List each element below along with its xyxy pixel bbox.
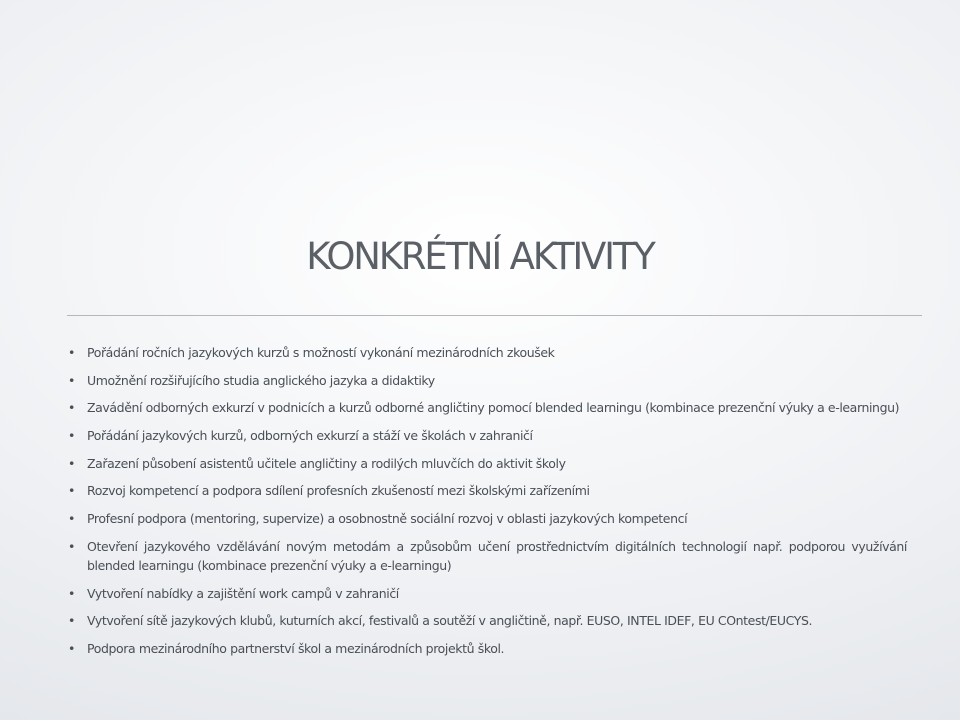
bullet-item: • Vytvoření nabídky a zajištění work campů v zahraničí xyxy=(87,584,907,603)
bullet-list xyxy=(87,343,907,667)
title-divider xyxy=(67,315,922,316)
bullet-item: • Zavádění odborných exkurzí v podnicích a kurzů odborné angličtiny pomocí blended learningu (kombinace prezenční výuky a e-learningu) xyxy=(87,398,907,417)
bullet-item: • Profesní podpora (mentoring, supervize) a osobnostně sociální rozvoj v oblasti jazykových kompetencí xyxy=(87,509,907,528)
bullet-item: • Podpora mezinárodního partnerství škol a mezinárodních projektů škol. xyxy=(87,639,907,658)
bullet-item: • Otevření jazykového vzdělávání novým metodám a způsobům učení prostřednictvím digitálních technologií např. podporou využívání blended learningu (kombinace prezenční výuky a e-learningu) xyxy=(87,537,907,575)
bullet-item: • Pořádání ročních jazykových kurzů s možností vykonání mezinárodních zkoušek xyxy=(87,343,907,362)
bullet-item: • Pořádání jazykových kurzů, odborných exkurzí a stáží ve školách v zahraničí xyxy=(87,426,907,445)
bullet-item: • Zařazení působení asistentů učitele angličtiny a rodilých mluvčích do aktivit školy xyxy=(87,454,907,473)
slide-title: KONKRÉTNÍ AKTIVITY xyxy=(306,235,654,278)
bullet-item: • Rozvoj kompetencí a podpora sdílení profesních zkušeností mezi školskými zařízeními xyxy=(87,481,907,500)
bullet-item: • Umožnění rozšiřujícího studia anglického jazyka a didaktiky xyxy=(87,371,907,390)
bullet-item: • Vytvoření sítě jazykových klubů, kuturních akcí, festivalů a soutěží v angličtině, např. EUSO, INTEL IDEF, EU COntest/EUCYS. xyxy=(87,611,907,630)
